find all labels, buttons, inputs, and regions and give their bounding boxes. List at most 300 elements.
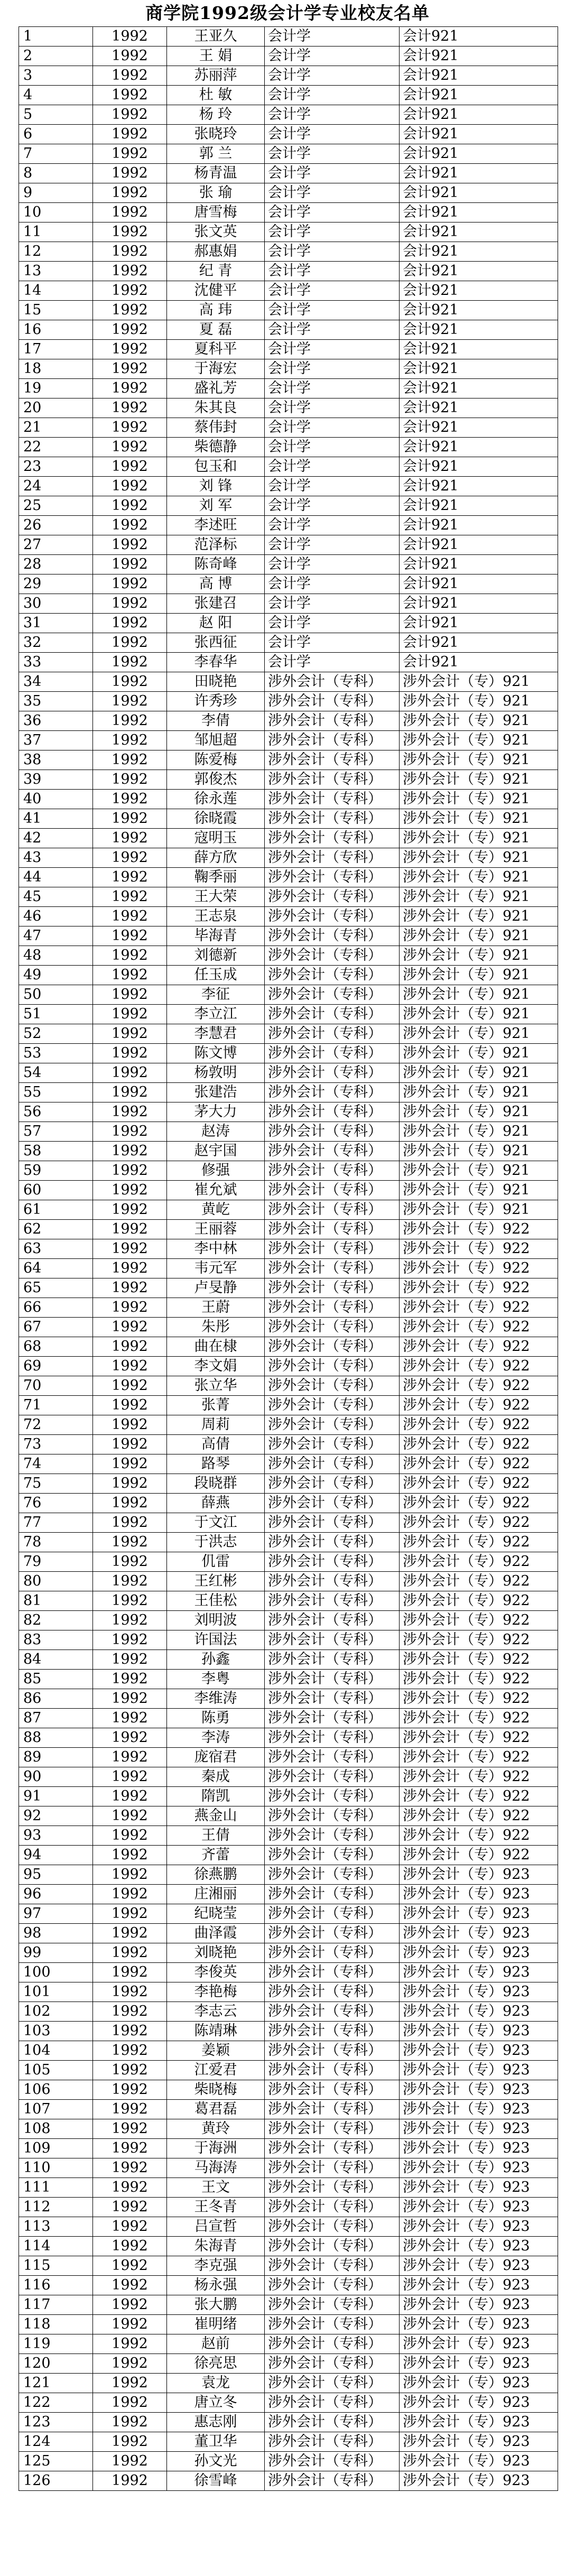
enrollment-year-cell: 1992 [93,418,167,438]
enrollment-year-cell: 1992 [93,2452,167,2471]
row-number-cell: 46 [19,907,93,926]
enrollment-year-cell: 1992 [93,183,167,203]
enrollment-year-cell: 1992 [93,1572,167,1591]
table-row [19,848,558,868]
table-row [19,1063,558,1083]
student-name-cell: 江爱君 [167,2061,265,2080]
major-cell: 会计学 [265,86,400,105]
row-number-cell: 124 [19,2432,93,2452]
row-number-cell: 47 [19,926,93,946]
major-cell: 涉外会计（专科） [265,1161,400,1181]
class-cell: 涉外会计（专）922 [400,1630,558,1650]
enrollment-year-cell: 1992 [93,1083,167,1102]
major-cell: 涉外会计（专科） [265,1670,400,1689]
page-title: 商学院1992级会计学专业校友名单 [145,3,430,23]
student-name-cell: 韦元军 [167,1259,265,1278]
row-number-cell: 89 [19,1748,93,1767]
class-cell: 涉外会计（专）921 [400,1044,558,1063]
class-cell: 涉外会计（专）923 [400,2100,558,2119]
table-row [19,438,558,457]
class-cell: 涉外会计（专）923 [400,1885,558,1904]
table-row [19,633,558,653]
enrollment-year-cell: 1992 [93,1494,167,1513]
student-name-cell: 王蔚 [167,1298,265,1318]
enrollment-year-cell: 1992 [93,27,167,47]
enrollment-year-cell: 1992 [93,1396,167,1415]
class-cell: 涉外会计（专）922 [400,1415,558,1435]
enrollment-year-cell: 1992 [93,594,167,614]
table-row [19,790,558,809]
row-number-cell: 80 [19,1572,93,1591]
row-number-cell: 77 [19,1513,93,1533]
major-cell: 涉外会计（专科） [265,2237,400,2256]
row-number-cell: 113 [19,2217,93,2237]
row-number-cell: 111 [19,2178,93,2198]
table-row [19,301,558,320]
row-number-cell: 29 [19,574,93,594]
row-number-cell: 64 [19,1259,93,1278]
enrollment-year-cell: 1992 [93,2256,167,2276]
major-cell: 涉外会计（专科） [265,1181,400,1200]
table-row [19,1435,558,1454]
table-row [19,1689,558,1709]
class-cell: 涉外会计（专）921 [400,731,558,750]
class-cell: 涉外会计（专）921 [400,1181,558,1200]
class-cell: 涉外会计（专）922 [400,1454,558,1474]
row-number-cell: 37 [19,731,93,750]
row-number-cell: 10 [19,203,93,223]
table-row [19,1572,558,1591]
enrollment-year-cell: 1992 [93,2393,167,2413]
row-number-cell: 30 [19,594,93,614]
major-cell: 涉外会计（专科） [265,1494,400,1513]
row-number-cell: 48 [19,946,93,966]
row-number-cell: 24 [19,477,93,496]
student-name-cell: 李文娟 [167,1357,265,1376]
class-cell: 会计921 [400,340,558,359]
major-cell: 涉外会计（专科） [265,692,400,711]
student-name-cell: 葛君磊 [167,2100,265,2119]
major-cell: 会计学 [265,574,400,594]
table-row [19,1611,558,1630]
table-row [19,2432,558,2452]
major-cell: 涉外会计（专科） [265,1415,400,1435]
row-number-cell: 78 [19,1533,93,1552]
row-number-cell: 87 [19,1709,93,1728]
class-cell: 涉外会计（专）922 [400,1494,558,1513]
major-cell: 涉外会计（专科） [265,1142,400,1161]
student-name-cell: 柴德静 [167,438,265,457]
student-name-cell: 李述旺 [167,516,265,535]
class-cell: 涉外会计（专）921 [400,770,558,790]
class-cell: 涉外会计（专）923 [400,2276,558,2295]
table-row [19,614,558,633]
table-row [19,1904,558,1924]
class-cell: 会计921 [400,594,558,614]
class-cell: 涉外会计（专）922 [400,1278,558,1298]
enrollment-year-cell: 1992 [93,946,167,966]
major-cell: 涉外会计（专科） [265,2158,400,2178]
row-number-cell: 22 [19,438,93,457]
major-cell: 会计学 [265,183,400,203]
student-name-cell: 赵宇国 [167,1142,265,1161]
table-row [19,1494,558,1513]
enrollment-year-cell: 1992 [93,2100,167,2119]
enrollment-year-cell: 1992 [93,164,167,183]
enrollment-year-cell: 1992 [93,887,167,907]
student-name-cell: 隋凯 [167,1787,265,1806]
table-row [19,1709,558,1728]
student-name-cell: 纪 青 [167,262,265,281]
class-cell: 涉外会计（专）921 [400,1142,558,1161]
enrollment-year-cell: 1992 [93,1454,167,1474]
enrollment-year-cell: 1992 [93,1415,167,1435]
row-number-cell: 115 [19,2256,93,2276]
major-cell: 涉外会计（专科） [265,1200,400,1220]
row-number-cell: 49 [19,966,93,985]
row-number-cell: 42 [19,829,93,848]
table-row [19,223,558,242]
enrollment-year-cell: 1992 [93,203,167,223]
enrollment-year-cell: 1992 [93,1063,167,1083]
enrollment-year-cell: 1992 [93,86,167,105]
major-cell: 涉外会计（专科） [265,1278,400,1298]
student-name-cell: 李涛 [167,1728,265,1748]
table-row [19,320,558,340]
enrollment-year-cell: 1992 [93,848,167,868]
major-cell: 涉外会计（专科） [265,2061,400,2080]
major-cell: 涉外会计（专科） [265,672,400,692]
student-name-cell: 燕金山 [167,1806,265,1826]
table-row [19,2471,558,2491]
student-name-cell: 朱彤 [167,1318,265,1337]
student-name-cell: 徐燕鹏 [167,1865,265,1885]
major-cell: 会计学 [265,262,400,281]
major-cell: 会计学 [265,66,400,86]
major-cell: 涉外会计（专科） [265,2471,400,2491]
table-row [19,1259,558,1278]
major-cell: 会计学 [265,203,400,223]
enrollment-year-cell: 1992 [93,1767,167,1787]
major-cell: 涉外会计（专科） [265,1767,400,1787]
enrollment-year-cell: 1992 [93,750,167,770]
major-cell: 会计学 [265,653,400,672]
enrollment-year-cell: 1992 [93,2158,167,2178]
enrollment-year-cell: 1992 [93,2237,167,2256]
major-cell: 会计学 [265,496,400,516]
row-number-cell: 123 [19,2413,93,2432]
row-number-cell: 65 [19,1278,93,1298]
class-cell: 涉外会计（专）923 [400,2334,558,2354]
row-number-cell: 32 [19,633,93,653]
enrollment-year-cell: 1992 [93,1161,167,1181]
table-row [19,1044,558,1063]
enrollment-year-cell: 1992 [93,47,167,66]
major-cell: 涉外会计（专科） [265,809,400,829]
enrollment-year-cell: 1992 [93,281,167,301]
student-name-cell: 张立华 [167,1376,265,1396]
class-cell: 涉外会计（专）922 [400,1239,558,1259]
major-cell: 会计学 [265,27,400,47]
major-cell: 涉外会计（专科） [265,711,400,731]
enrollment-year-cell: 1992 [93,1728,167,1748]
enrollment-year-cell: 1992 [93,1376,167,1396]
row-number-cell: 20 [19,399,93,418]
student-name-cell: 朱海青 [167,2237,265,2256]
enrollment-year-cell: 1992 [93,2002,167,2022]
enrollment-year-cell: 1992 [93,359,167,379]
major-cell: 涉外会计（专科） [265,1963,400,1982]
enrollment-year-cell: 1992 [93,1102,167,1122]
class-cell: 涉外会计（专）923 [400,2178,558,2198]
student-name-cell: 陈勇 [167,1709,265,1728]
major-cell: 涉外会计（专科） [265,770,400,790]
enrollment-year-cell: 1992 [93,1318,167,1337]
row-number-cell: 13 [19,262,93,281]
table-row [19,1298,558,1318]
major-cell: 涉外会计（专科） [265,907,400,926]
table-row [19,574,558,594]
row-number-cell: 94 [19,1846,93,1865]
enrollment-year-cell: 1992 [93,692,167,711]
major-cell: 涉外会计（专科） [265,1728,400,1748]
enrollment-year-cell: 1992 [93,1337,167,1357]
major-cell: 会计学 [265,438,400,457]
enrollment-year-cell: 1992 [93,340,167,359]
class-cell: 会计921 [400,125,558,144]
table-row [19,1220,558,1239]
class-cell: 涉外会计（专）922 [400,1670,558,1689]
major-cell: 涉外会计（专科） [265,1689,400,1709]
enrollment-year-cell: 1992 [93,672,167,692]
major-cell: 涉外会计（专科） [265,2198,400,2217]
student-name-cell: 唐立冬 [167,2393,265,2413]
table-row [19,1650,558,1670]
enrollment-year-cell: 1992 [93,1513,167,1533]
enrollment-year-cell: 1992 [93,2354,167,2374]
class-cell: 会计921 [400,399,558,418]
student-name-cell: 董卫华 [167,2432,265,2452]
major-cell: 会计学 [265,223,400,242]
class-cell: 会计921 [400,27,558,47]
enrollment-year-cell: 1992 [93,320,167,340]
table-row [19,242,558,262]
class-cell: 涉外会计（专）921 [400,809,558,829]
major-cell: 会计学 [265,555,400,574]
class-cell: 涉外会计（专）921 [400,1083,558,1102]
class-cell: 涉外会计（专）923 [400,2237,558,2256]
class-cell: 会计921 [400,262,558,281]
student-name-cell: 柴晓梅 [167,2080,265,2100]
class-cell: 涉外会计（专）921 [400,907,558,926]
enrollment-year-cell: 1992 [93,2198,167,2217]
row-number-cell: 59 [19,1161,93,1181]
row-number-cell: 114 [19,2237,93,2256]
student-name-cell: 李春华 [167,653,265,672]
student-name-cell: 王丽蓉 [167,1220,265,1239]
enrollment-year-cell: 1992 [93,242,167,262]
row-number-cell: 50 [19,985,93,1005]
major-cell: 涉外会计（专科） [265,1454,400,1474]
class-cell: 涉外会计（专）923 [400,2256,558,2276]
major-cell: 涉外会计（专科） [265,926,400,946]
table-row [19,1181,558,1200]
enrollment-year-cell: 1992 [93,1963,167,1982]
major-cell: 涉外会计（专科） [265,1787,400,1806]
table-row [19,340,558,359]
student-name-cell: 于文江 [167,1513,265,1533]
enrollment-year-cell: 1992 [93,790,167,809]
row-number-cell: 62 [19,1220,93,1239]
table-row [19,1963,558,1982]
row-number-cell: 6 [19,125,93,144]
student-name-cell: 黄屹 [167,1200,265,1220]
class-cell: 涉外会计（专）923 [400,2080,558,2100]
table-row [19,105,558,125]
student-name-cell: 于海洲 [167,2139,265,2158]
table-row [19,907,558,926]
student-name-cell: 王倩 [167,1826,265,1846]
row-number-cell: 9 [19,183,93,203]
row-number-cell: 39 [19,770,93,790]
enrollment-year-cell: 1992 [93,868,167,887]
row-number-cell: 26 [19,516,93,535]
major-cell: 涉外会计（专科） [265,1924,400,1943]
row-number-cell: 109 [19,2139,93,2158]
student-name-cell: 路琴 [167,1454,265,1474]
student-name-cell: 庄湘丽 [167,1885,265,1904]
class-cell: 涉外会计（专）922 [400,1806,558,1826]
major-cell: 涉外会计（专科） [265,1024,400,1044]
enrollment-year-cell: 1992 [93,2276,167,2295]
class-cell: 会计921 [400,574,558,594]
student-name-cell: 薛方欣 [167,848,265,868]
enrollment-year-cell: 1992 [93,2061,167,2080]
table-row [19,2198,558,2217]
major-cell: 会计学 [265,399,400,418]
enrollment-year-cell: 1992 [93,2217,167,2237]
major-cell: 涉外会计（专科） [265,2413,400,2432]
student-name-cell: 苏丽萍 [167,66,265,86]
student-name-cell: 袁龙 [167,2374,265,2393]
table-row [19,1826,558,1846]
row-number-cell: 38 [19,750,93,770]
major-cell: 会计学 [265,535,400,555]
student-name-cell: 杜 敏 [167,86,265,105]
table-row [19,2334,558,2354]
class-cell: 会计921 [400,320,558,340]
table-row [19,2374,558,2393]
row-number-cell: 45 [19,887,93,907]
major-cell: 会计学 [265,281,400,301]
row-number-cell: 83 [19,1630,93,1650]
row-number-cell: 100 [19,1963,93,1982]
row-number-cell: 40 [19,790,93,809]
row-number-cell: 19 [19,379,93,399]
enrollment-year-cell: 1992 [93,966,167,985]
row-number-cell: 84 [19,1650,93,1670]
class-cell: 涉外会计（专）922 [400,1611,558,1630]
row-number-cell: 101 [19,1982,93,2002]
enrollment-year-cell: 1992 [93,105,167,125]
table-row [19,966,558,985]
class-cell: 涉外会计（专）921 [400,1005,558,1024]
row-number-cell: 82 [19,1611,93,1630]
class-cell: 涉外会计（专）923 [400,2119,558,2139]
class-cell: 涉外会计（专）923 [400,2452,558,2471]
major-cell: 会计学 [265,359,400,379]
major-cell: 涉外会计（专科） [265,1513,400,1533]
row-number-cell: 4 [19,86,93,105]
student-name-cell: 崔明绪 [167,2315,265,2334]
class-cell: 涉外会计（专）923 [400,2393,558,2413]
table-row [19,399,558,418]
student-name-cell: 张文英 [167,223,265,242]
table-row [19,2413,558,2432]
enrollment-year-cell: 1992 [93,535,167,555]
student-name-cell: 薛燕 [167,1494,265,1513]
enrollment-year-cell: 1992 [93,1924,167,1943]
major-cell: 涉外会计（专科） [265,2354,400,2374]
table-row [19,1474,558,1494]
major-cell: 涉外会计（专科） [265,1846,400,1865]
student-name-cell: 刘 锋 [167,477,265,496]
student-name-cell: 田晓艳 [167,672,265,692]
major-cell: 会计学 [265,320,400,340]
enrollment-year-cell: 1992 [93,1943,167,1963]
table-row [19,1005,558,1024]
enrollment-year-cell: 1992 [93,1552,167,1572]
class-cell: 涉外会计（专）922 [400,1591,558,1611]
row-number-cell: 27 [19,535,93,555]
student-name-cell: 王亚久 [167,27,265,47]
table-row [19,1885,558,1904]
row-number-cell: 72 [19,1415,93,1435]
row-number-cell: 14 [19,281,93,301]
row-number-cell: 17 [19,340,93,359]
major-cell: 涉外会计（专科） [265,1533,400,1552]
table-row [19,711,558,731]
row-number-cell: 108 [19,2119,93,2139]
class-cell: 涉外会计（专）923 [400,2002,558,2022]
student-name-cell: 李俊英 [167,1963,265,1982]
enrollment-year-cell: 1992 [93,496,167,516]
class-cell: 会计921 [400,203,558,223]
student-name-cell: 杨永强 [167,2276,265,2295]
enrollment-year-cell: 1992 [93,2119,167,2139]
table-row [19,1787,558,1806]
class-cell: 涉外会计（专）922 [400,1709,558,1728]
row-number-cell: 58 [19,1142,93,1161]
student-name-cell: 许秀珍 [167,692,265,711]
enrollment-year-cell: 1992 [93,1142,167,1161]
row-number-cell: 15 [19,301,93,320]
row-number-cell: 104 [19,2041,93,2061]
major-cell: 会计学 [265,242,400,262]
class-cell: 涉外会计（专）923 [400,2041,558,2061]
student-name-cell: 卢旻静 [167,1278,265,1298]
class-cell: 会计921 [400,105,558,125]
enrollment-year-cell: 1992 [93,2022,167,2041]
table-row [19,203,558,223]
enrollment-year-cell: 1992 [93,144,167,164]
student-name-cell: 李倩 [167,711,265,731]
class-cell: 涉外会计（专）922 [400,1826,558,1846]
table-row [19,770,558,790]
class-cell: 会计921 [400,359,558,379]
major-cell: 涉外会计（专科） [265,1102,400,1122]
class-cell: 涉外会计（专）922 [400,1728,558,1748]
